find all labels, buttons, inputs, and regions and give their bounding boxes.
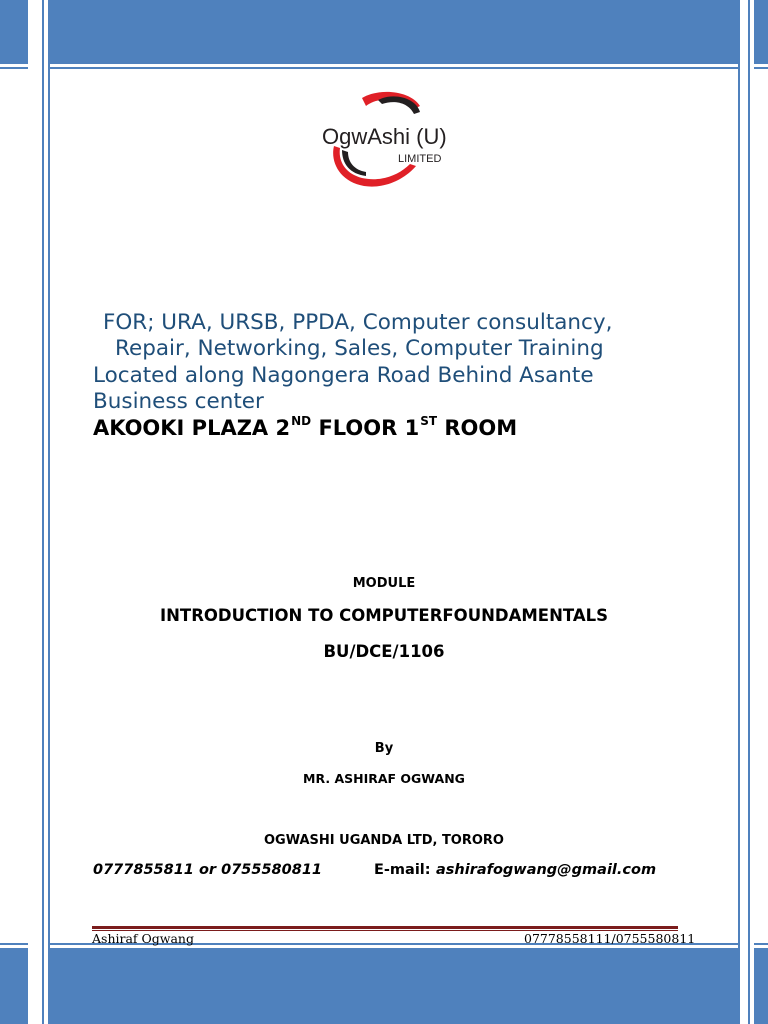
organization: OGWASHI UGANDA LTD, TORORO [264, 833, 504, 848]
location-line-1: Located along Nagongera Road Behind Asante [93, 363, 594, 388]
module-title: INTRODUCTION TO COMPUTERFOUNDAMENTALS [159, 606, 609, 625]
logo-name: OgwAshi (U) [322, 124, 447, 149]
page-content-area [50, 72, 738, 942]
right-frame-gap [740, 0, 748, 1024]
module-label: MODULE [352, 576, 416, 591]
address-line: AKOOKI PLAZA 2ND FLOOR 1ST ROOM [93, 414, 518, 440]
services-line-1: FOR; URA, URSB, PPDA, Computer consultancy, [103, 310, 613, 335]
email-address: ashirafogwang@gmail.com [436, 862, 657, 878]
by-label: By [374, 741, 394, 756]
location-line-2: Business center [93, 389, 264, 414]
footer-phones: 07778558111/0755580811 [524, 931, 696, 946]
top-frame-line [0, 67, 768, 69]
footer-rule [92, 926, 678, 929]
ogwashi-logo [318, 88, 450, 190]
footer-author: Ashiraf Ogwang [92, 931, 194, 946]
right-frame-gap-outer [750, 0, 754, 1024]
left-frame-gap [28, 0, 42, 1024]
top-blue-band [0, 0, 768, 64]
module-code: BU/DCE/1106 [323, 642, 445, 661]
services-line-2: Repair, Networking, Sales, Computer Training [115, 336, 604, 361]
email-label: E-mail: [374, 862, 431, 878]
bottom-blue-band [0, 948, 768, 1024]
author-name: MR. ASHIRAF OGWANG [303, 771, 465, 786]
logo-sub: LIMITED [398, 153, 442, 165]
phone-numbers: 0777855811 or 0755580811 [93, 862, 322, 878]
